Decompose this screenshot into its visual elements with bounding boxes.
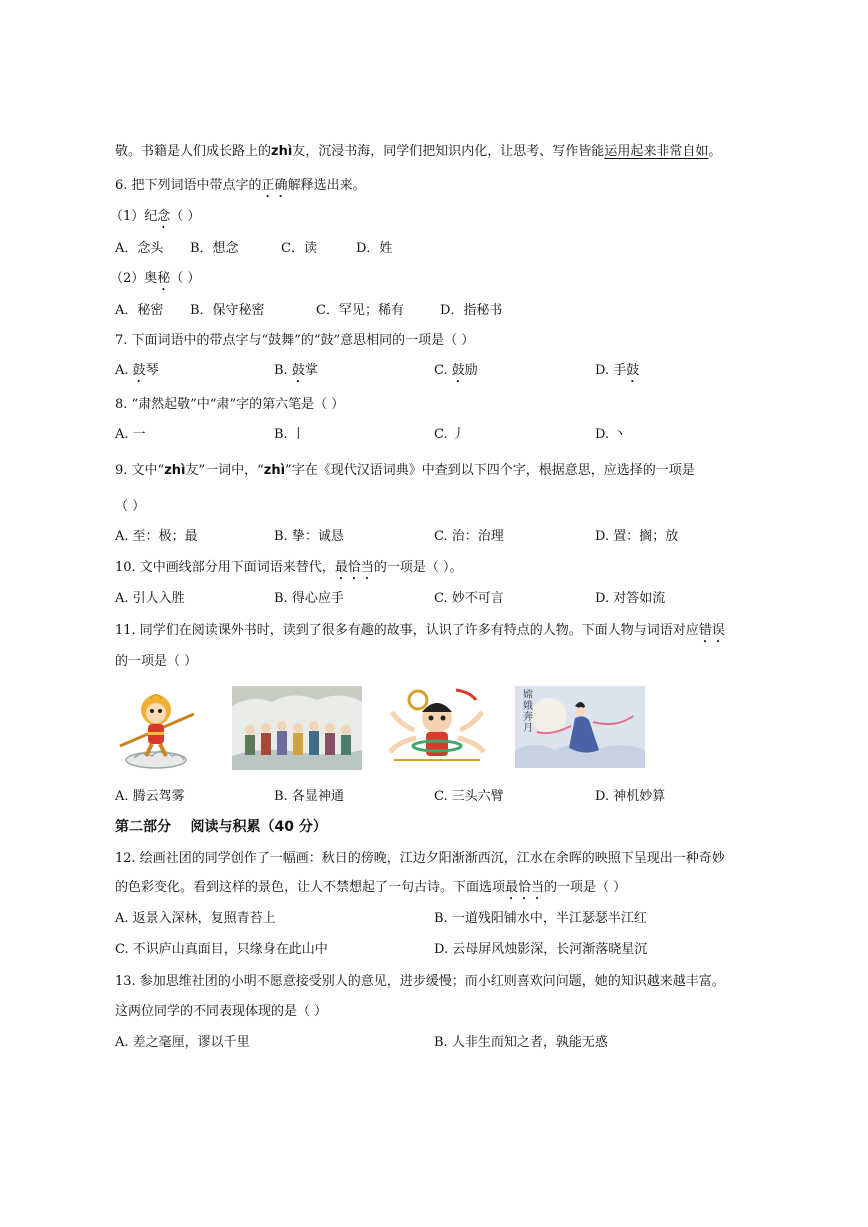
q7-option-c[interactable]: C. 鼓励 [434, 363, 478, 378]
q6-1-option-c[interactable]: C．读 [281, 241, 317, 256]
q11-option-c[interactable]: C. 三头六臂 [434, 789, 504, 804]
question-13-cont: 这两位同学的不同表现体现的是（ ） [115, 1004, 328, 1019]
passage-last-line: 敬。书籍是人们成长路上的zhì友，沉浸书海，同学们把知识内化，让思考、写作皆能运用起来非常自如。 [115, 144, 722, 159]
q9-option-d[interactable]: D. 置：搁；放 [595, 529, 679, 544]
q7-option-a[interactable]: A. 鼓琴 [115, 363, 159, 378]
q6-2-option-a[interactable]: A．秘密 [115, 303, 164, 318]
question-9: 9. 文中“zhì友”一词中，“zhì”字在《现代汉语词典》中查到以下四个字，根据意思，应选择的一项是 [115, 463, 695, 478]
q13-option-b[interactable]: B. 人非生而知之者，孰能无惑 [434, 1035, 608, 1050]
question-12: 12. 绘画社团的同学创作了一幅画：秋日的傍晚，江边夕阳渐渐西沉，江水在余晖的映照下呈现出一种奇妙 [115, 851, 725, 866]
q10-option-c[interactable]: C. 妙不可言 [434, 591, 504, 606]
monkey-king-image [112, 686, 200, 774]
q7-option-b[interactable]: B. 鼓掌 [274, 363, 318, 378]
q8-option-c[interactable]: C. 丿 [434, 427, 465, 442]
q10-option-a[interactable]: A. 引人入胜 [115, 591, 185, 606]
q9-option-a[interactable]: A. 至：极；最 [115, 529, 198, 544]
q6-2-option-d[interactable]: D．指秘书 [440, 303, 503, 318]
question-11-cont: 的一项是（ ） [115, 654, 198, 669]
q6-2-option-c[interactable]: C．罕见；稀有 [316, 303, 404, 318]
q6-2-option-b[interactable]: B．保守秘密 [190, 303, 265, 318]
q12-option-c[interactable]: C. 不识庐山真面目，只缘身在此山中 [115, 942, 328, 957]
question-6-2: （2）奥秘（ ） [110, 271, 201, 286]
question-6: 6. 把下列词语中带点字的正确解释选出来。 [115, 178, 366, 193]
question-12-cont: 的色彩变化。看到这样的景色，让人不禁想起了一句古诗。下面选项最恰当的一项是（ ） [115, 880, 627, 895]
q8-option-a[interactable]: A. 一 [115, 427, 146, 442]
q10-option-b[interactable]: B. 得心应手 [274, 591, 344, 606]
q12-option-d[interactable]: D. 云母屏风烛影深，长河渐落晓星沉 [434, 942, 648, 957]
q13-option-a[interactable]: A. 差之毫厘，谬以千里 [115, 1035, 250, 1050]
section-2-heading: 第二部分 阅读与积累（40 分） [115, 819, 327, 835]
q8-option-b[interactable]: B. 丨 [274, 427, 305, 442]
question-10: 10. 文中画线部分用下面词语来替代，最恰当的一项是（ ）。 [115, 560, 463, 575]
q6-1-option-b[interactable]: B．想念 [190, 241, 239, 256]
q9-option-b[interactable]: B. 挚：诚恳 [274, 529, 344, 544]
q11-option-a[interactable]: A. 腾云驾雾 [115, 789, 185, 804]
q12-option-a[interactable]: A. 返景入深林，复照青苔上 [115, 911, 276, 926]
q8-option-d[interactable]: D. 丶 [595, 427, 627, 442]
question-7: 7. 下面词语中的带点字与“鼓舞”的“鼓”意思相同的一项是（ ） [115, 333, 475, 348]
q6-1-option-d[interactable]: D．姓 [356, 241, 393, 256]
question-6-1: （1）纪念（ ） [110, 209, 201, 224]
q10-option-d[interactable]: D. 对答如流 [595, 591, 666, 606]
question-8: 8. “肃然起敬”中“肃”字的第六笔是（ ） [115, 397, 345, 412]
q11-option-d[interactable]: D. 神机妙算 [595, 789, 666, 804]
eight-immortals-image [232, 686, 362, 770]
q11-option-b[interactable]: B. 各显神通 [274, 789, 344, 804]
q9-option-c[interactable]: C. 治：治理 [434, 529, 504, 544]
q12-option-b[interactable]: B. 一道残阳铺水中，半江瑟瑟半江红 [434, 911, 647, 926]
underlined-phrase: 运用起来非常自如 [604, 144, 709, 159]
q7-option-d[interactable]: D. 手鼓 [595, 363, 640, 378]
question-13: 13. 参加思维社团的小明不愿意接受别人的意见，进步缓慢；而小红则喜欢问问题，她的知识越来越丰富。 [115, 974, 725, 989]
chang-e-caption: 嫦娥奔月 [523, 690, 533, 734]
change-flying-to-moon-image [515, 686, 645, 768]
question-9-paren: （ ） [115, 499, 146, 514]
question-11: 11. 同学们在阅读课外书时，读到了很多有趣的故事，认识了许多有特点的人物。下面人物与词语对应错误 [115, 623, 725, 638]
nezha-image [384, 686, 490, 770]
q6-1-option-a[interactable]: A．念头 [115, 241, 164, 256]
